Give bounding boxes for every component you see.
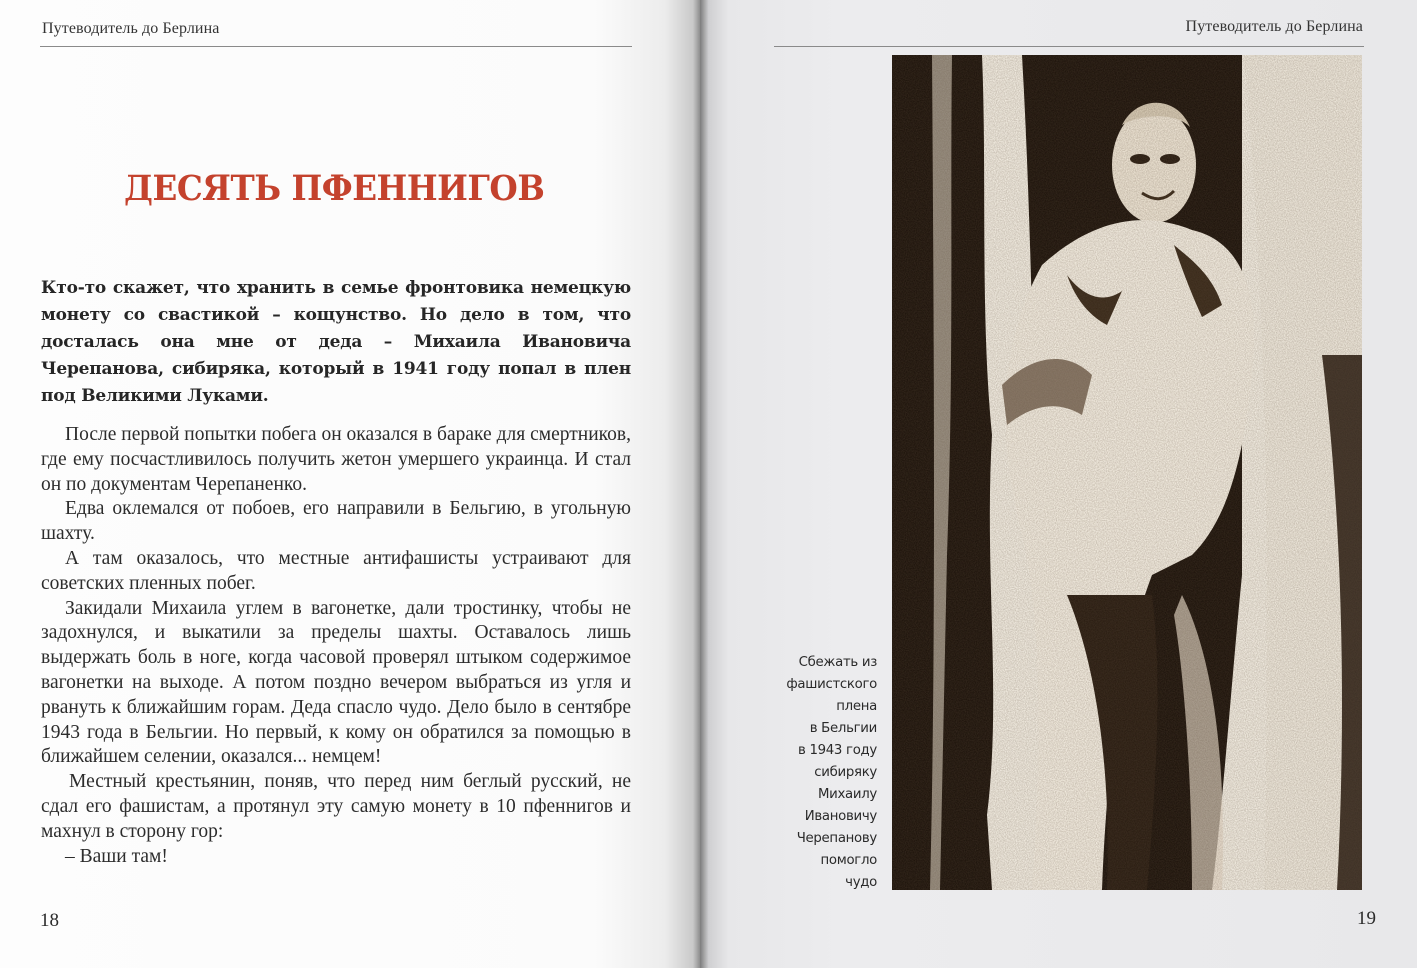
running-head-left: Путеводитель до Берлина bbox=[42, 20, 220, 37]
left-page bbox=[0, 0, 700, 968]
caption-line: плена bbox=[836, 699, 877, 714]
running-head-right: Путеводитель до Берлина bbox=[1185, 18, 1363, 35]
caption-line: в 1943 году bbox=[797, 743, 877, 758]
caption-line: в Бельгии bbox=[809, 721, 877, 736]
paragraph: А там оказалось, что местные антифашисты устраивают для советских пленных побег. bbox=[41, 547, 631, 594]
paragraph: Едва оклемался от побоев, его направили в Бельгию, в угольную шахту. bbox=[41, 498, 631, 545]
paragraph: После первой попытки побега он оказался в бараке для смертников, где ему посчастливилось получить жетон умершего украинца. И стал он по документам Черепаненко. bbox=[41, 424, 631, 495]
caption-line: Сбежать из bbox=[798, 655, 877, 670]
photo-image bbox=[892, 55, 1362, 890]
caption-line: Михаилу bbox=[817, 787, 877, 802]
caption-line: сибиряку bbox=[814, 765, 877, 780]
caption-line: Черепанову bbox=[796, 831, 877, 846]
paragraph: Закидали Михаила углем в вагонетке, дали тростинку, чтобы не задохнулся, и выкатили за пределы шахты. Оставалось лишь выдержать боль в ноге, когда часовой проверял штыком содержимое вагонетки на выходе. А потом поздно вечером выбраться из угля и рвануть к ближайшим горам. Деда спасло чудо. Дело было в сентябре 1943 года в Бельгии. Но первый, к кому он обратился за помощью в ближайшем селении, оказался... немцем! bbox=[41, 597, 631, 768]
lead-paragraph: Кто-то скажет, что хранить в семье фронтовика немецкую монету со свастикой – кощунство. Но дело в том, что досталась она мне от деда – Михаила Ивановича Черепанова, сибиряка, который в 1941 году попал в плен под Великими Луками. bbox=[41, 278, 631, 406]
caption-line: фашистского bbox=[786, 677, 877, 692]
body-text bbox=[41, 423, 631, 869]
caption-line: Ивановичу bbox=[804, 809, 877, 824]
page-number-right: 19 bbox=[1357, 908, 1376, 929]
caption-line: помогло bbox=[820, 853, 877, 868]
sepia-portrait-photo bbox=[892, 55, 1362, 890]
caption-line: чудо bbox=[845, 875, 877, 890]
photo-caption bbox=[760, 652, 877, 894]
paragraph: Местный крестьянин, поняв, что перед ним беглый русский, не сдал его фашистам, а протянул эту самую монету в 10 пфеннигов и махнул в сторону гор: bbox=[41, 771, 631, 842]
page-number-left: 18 bbox=[40, 910, 59, 931]
chapter-title: ДЕСЯТЬ ПФЕННИГОВ bbox=[124, 168, 545, 209]
header-rule-left bbox=[40, 46, 632, 47]
paragraph: – Ваши там! bbox=[65, 845, 168, 867]
header-rule-right bbox=[774, 46, 1364, 47]
